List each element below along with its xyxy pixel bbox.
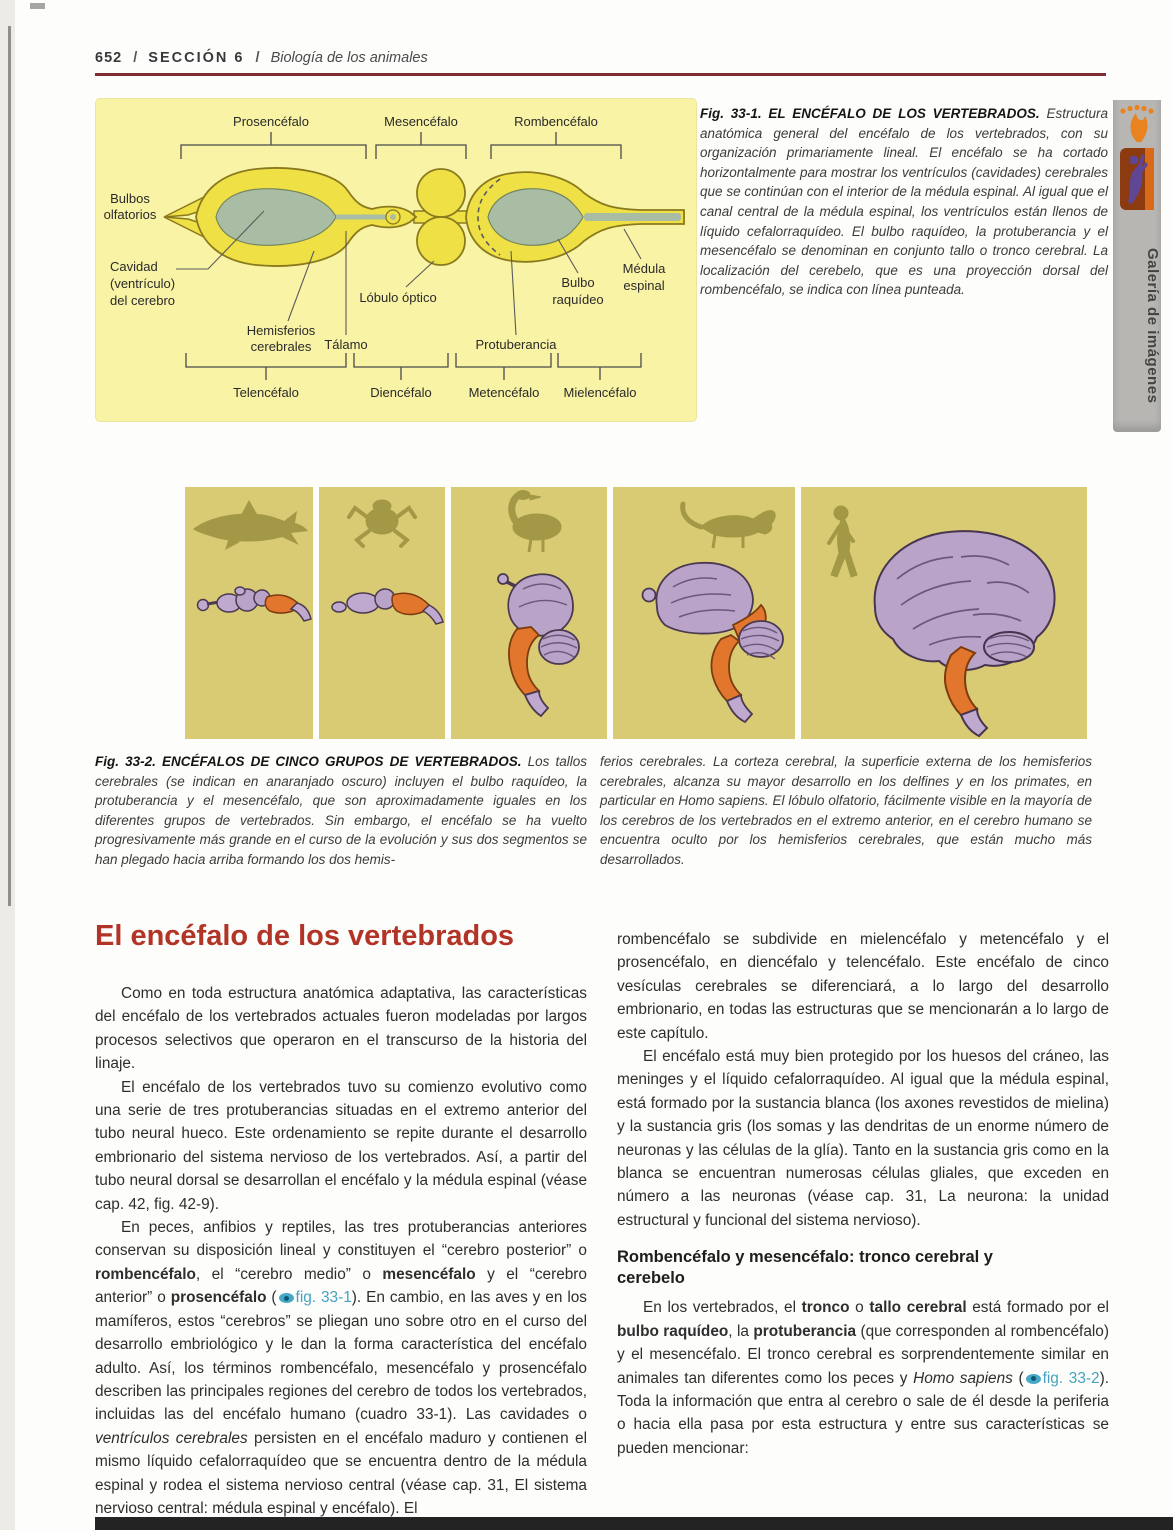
scan-mark xyxy=(30,3,45,9)
text-segment: ( xyxy=(266,1289,277,1307)
svg-text:espinal: espinal xyxy=(623,278,665,293)
vertebrate-brain-diagram xyxy=(96,99,696,421)
eye-icon xyxy=(279,1293,294,1303)
shark-silhouette-icon xyxy=(193,500,308,550)
figure-33-1 xyxy=(95,98,697,422)
text-segment: , la xyxy=(728,1322,754,1340)
paragraph xyxy=(95,1216,587,1520)
gallery-tab-label: Galería de imágenes xyxy=(1144,248,1161,404)
text-segment: Fig. 33-2. ENCÉFALOS DE CINCO GRUPOS DE VERTEBRADOS. xyxy=(95,754,528,769)
section-label: SECCIÓN 6 xyxy=(148,50,245,66)
label-protuberancia: Protuberancia xyxy=(475,337,557,352)
text-segment: tronco xyxy=(801,1299,850,1317)
text-segment: Homo sapiens xyxy=(913,1369,1013,1387)
paragraph: rombencéfalo se subdivide en mielencéfalo y metencéfalo y el prosencéfalo, en diencéfalo y telencéfalo. Este encéfalo de cinco vesículas cerebrales se diferenciará, a lo largo del desarrollo embrionario, en todas las estructuras que se mencionarán a lo largo de este capítulo. xyxy=(617,931,1109,1042)
text-segment: y el “cerebro anterior” o xyxy=(95,1265,587,1307)
mammal-brain-illustration xyxy=(643,563,784,722)
gallery-icon-stripe xyxy=(1145,148,1154,210)
text-segment: Fig. 33-1. EL ENCÉFALO DE LOS VERTEBRADOS. xyxy=(700,106,1047,121)
svg-text:olfatorios: olfatorios xyxy=(103,207,157,222)
frog-silhouette-icon xyxy=(349,500,415,546)
brain-shapes xyxy=(164,168,684,266)
label-telencefalo: Telencéfalo xyxy=(233,385,299,400)
text-segment: mesencéfalo xyxy=(382,1265,476,1283)
text-segment: En peces, anfibios y reptiles, las tres protuberancias anteriores conservan su disposición lineal y constituyen el “cerebro posterior” o xyxy=(95,1219,587,1260)
fig2-panel-frog xyxy=(319,487,445,739)
label-medula-espinal: Médula xyxy=(622,261,666,276)
label-bulbos-olfatorios: Bulbos xyxy=(110,191,150,206)
label-diencefalo: Diencéfalo xyxy=(370,385,432,400)
fish-brain-illustration xyxy=(198,587,312,621)
human-brain-illustration xyxy=(875,531,1055,736)
text-segment: protuberancia xyxy=(753,1322,857,1340)
page-header xyxy=(95,50,1106,76)
flame-icon xyxy=(1120,105,1153,142)
human-silhouette-icon xyxy=(829,506,857,577)
figure-33-2 xyxy=(185,487,1093,739)
fig2-panel-cat xyxy=(613,487,795,739)
text-segment: prosencéfalo xyxy=(170,1289,267,1307)
article-title: El encéfalo de los vertebrados xyxy=(95,920,515,952)
text-segment: (que corresponden al rombencéfalo) y el mesencéfalo. El tronco cerebral es sorprendentemente similar en animales tan diferentes como los peces y xyxy=(617,1322,1109,1387)
text-segment: En los vertebrados, el xyxy=(643,1299,802,1317)
section-subheading: Rombencéfalo y mesencéfalo: tronco cerebral y cerebelo xyxy=(617,1248,993,1288)
figure-33-2-caption-right xyxy=(600,752,1092,870)
paragraph xyxy=(617,1296,1109,1460)
text-segment: Estructura anatómica general del encéfalo de los vertebrados, con su organización primariamente lineal. El encéfalo se ha cortado horizontalmente para mostrar los ventrículos (cavidades) cerebrales que se continúan con el interior de la médula espinal. Al igual que el canal central de la médula espinal, los ventrículos están llenos de líquido cefalorraquídeo. El bulbo raquídeo, la protuberancia y el mesencéfalo se denominan en conjunto tallo o tronco cerebral. La localización del cerebelo, que es una proyección dorsal del rombencéfalo, se indica con línea punteada. xyxy=(700,106,1108,298)
text-segment: rombencéfalo xyxy=(95,1265,196,1283)
svg-text:raquídeo: raquídeo xyxy=(552,292,604,307)
top-brackets xyxy=(181,132,621,159)
text-segment: tallo cerebral xyxy=(869,1299,967,1317)
label-cavidad: Cavidad xyxy=(110,259,158,274)
header-separator: / xyxy=(255,50,260,66)
eye-icon xyxy=(1026,1374,1041,1384)
goose-silhouette-icon xyxy=(512,491,561,553)
label-rombencefalo: Rombencéfalo xyxy=(514,114,598,129)
text-segment: bulbo raquídeo xyxy=(617,1322,729,1340)
paragraph: El encéfalo está muy bien protegido por los huesos del cráneo, las meninges y el líquido cefalorraquídeo. Al igual que la médula espinal, está formado por la sustancia blanca (los axones revestidos de mielina) y la sustancia gris (los somas y las dendritas de un enorme número de neuronas y las células de la glía). Tanto en la sustancia gris como en la blanca se encuentran numerosas células gliales, que exceden en número a las neuronas (véase cap. 31, La neurona: la unidad estructural y funcional del sistema nervioso). xyxy=(617,1048,1109,1229)
article-right-column xyxy=(617,928,1109,1460)
article-left-column xyxy=(95,982,587,1520)
text-segment: , el “cerebro medio” o xyxy=(195,1265,383,1283)
svg-text:del cerebro: del cerebro xyxy=(110,293,176,308)
amphibian-brain-illustration xyxy=(332,589,443,624)
text-segment: ). En cambio, en las aves y en los mamíferos, estos “cerebros” se pliegan uno sobre otro en el curso del desarrollo embriológico y le dan la forma característica del encéfalo adulto. Así, los términos rombencéfalo, mesencéfalo y prosencéfalo describen las principales regiones del cerebro de todos los vertebrados, incluidas las del encéfalo humano (cuadro 33-1). Las cavidades o xyxy=(95,1289,587,1424)
spinal-canal-shape xyxy=(584,213,681,221)
text-segment: ). Toda la información que entra al cerebro o sale de él desde la periferia o hacia ella pasa por esta estructura y entre sus características se pueden mencionar: xyxy=(617,1369,1109,1457)
text-segment: está formado por el xyxy=(966,1299,1109,1317)
page-number: 652 xyxy=(95,50,123,66)
optic-lobe-shape xyxy=(417,169,465,217)
text-segment: o xyxy=(849,1299,870,1317)
label-lobulo-optico: Lóbulo óptico xyxy=(359,290,437,305)
paragraph: Como en toda estructura anatómica adaptativa, las características del encéfalo de los vertebrados actuales fueron modeladas por largos procesos selectivos que operaron en el transcurso de la historia del linaje. xyxy=(95,985,587,1073)
text-segment: persisten en el encéfalo maduro y contienen el mismo líquido cefalorraquídeo que se encuentra dentro de la médula espinal y rodea el sistema nervioso central (véase cap. 31, El sistema nervioso central: médula espinal y encéfalo). El xyxy=(95,1429,587,1517)
figure-33-2-caption-left xyxy=(95,752,587,870)
book-title: Biología de los animales xyxy=(270,50,428,66)
figure-reference-link[interactable]: fig. 33-2 xyxy=(1042,1369,1100,1387)
label-mesencefalo: Mesencéfalo xyxy=(384,114,458,129)
scan-binding-line xyxy=(8,26,11,906)
fig2-panel-goose xyxy=(451,487,607,739)
fig2-panel-shark xyxy=(185,487,313,739)
optic-lobe-shape xyxy=(417,217,465,265)
figure-reference-link[interactable]: fig. 33-1 xyxy=(295,1289,352,1307)
text-segment: ( xyxy=(1012,1369,1024,1387)
text-segment: Los tallos cerebrales (se indican en anaranjado oscuro) incluyen el bulbo raquídeo, la protuberancia y el mesencéfalo, que son aproximadamente iguales en los diferentes grupos de vertebrados. Sin embargo, el encéfalo se ha vuelto progresivamente más grande en el curso de la evolución y sus dos segmentos se han plegado hacia arriba formando los dos hemis- xyxy=(95,754,587,867)
bottom-brackets xyxy=(186,353,641,380)
figure-33-1-caption xyxy=(700,104,1108,300)
gallery-tab[interactable] xyxy=(1113,100,1161,432)
label-metencefalo: Metencéfalo xyxy=(468,385,540,400)
paragraph: El encéfalo de los vertebrados tuvo su comienzo evolutivo como una serie de tres protuberancias situadas en el extremo anterior del tubo neural hueco. Este ordenamiento se repite durante el desarrollo embrionario del sistema nervioso de los vertebrados. Así, a partir del tubo neural dorsal se desarrollan el encéfalo y la médula espinal (véase cap. 42, fig. 42-9). xyxy=(95,1078,587,1213)
bird-brain-illustration xyxy=(498,574,579,716)
label-hemisferios: Hemisferios xyxy=(246,323,316,338)
label-prosencefalo: Prosencéfalo xyxy=(233,114,309,129)
text-segment: ventrículos cerebrales xyxy=(95,1429,248,1447)
cat-silhouette-icon xyxy=(683,504,775,548)
svg-text:cerebrales: cerebrales xyxy=(250,339,312,354)
svg-text:(ventrículo): (ventrículo) xyxy=(110,276,176,291)
label-bulbo-raquideo: Bulbo xyxy=(561,275,595,290)
header-separator: / xyxy=(133,50,138,66)
fig2-panel-human xyxy=(801,487,1087,739)
text-segment: ferios cerebrales. La corteza cerebral, la superficie externa de los hemisferios cerebrales, alcanza su mayor desarrollo en los delfines y en los primates, en particular en Homo sapiens. El lóbulo olfatorio, fácilmente visible en la mayoría de los cerebros de los vertebrados en el extremo anterior, en el cerebro humano se encuentra oculto por los hemisferios cerebrales, que están mucho más desarrollados. xyxy=(600,754,1092,867)
label-talamo: Tálamo xyxy=(324,337,368,352)
gallery-tab-icon xyxy=(1116,104,1158,216)
label-mielencefalo: Mielencéfalo xyxy=(563,385,637,400)
